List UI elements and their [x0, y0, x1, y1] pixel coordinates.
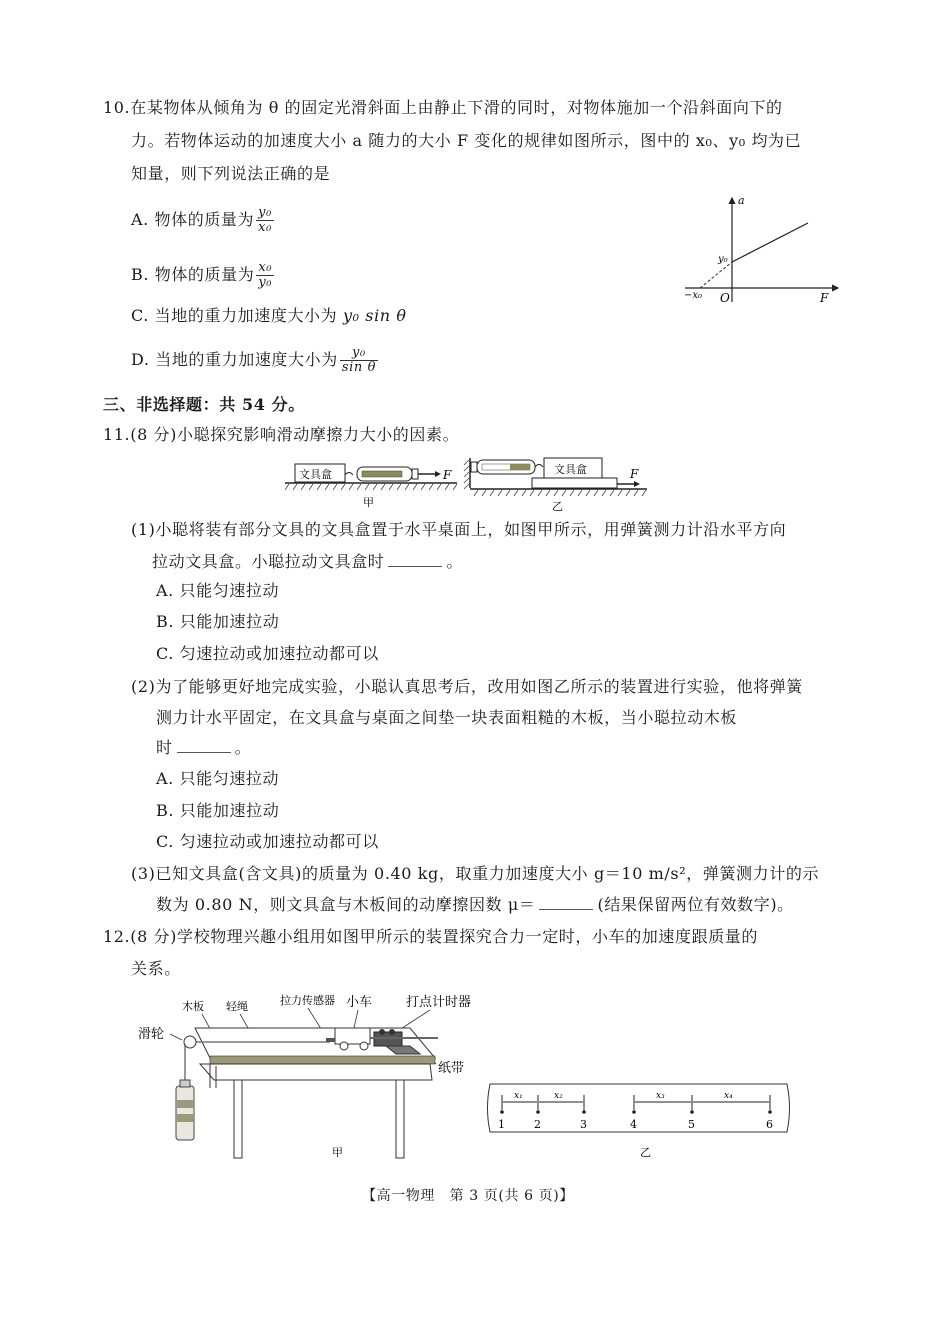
- q11-part1-line2: 拉动文具盒。小聪拉动文具盒时 。: [152, 552, 464, 571]
- label-cart: 小车: [346, 995, 373, 1010]
- label-rope: 轻绳: [226, 1000, 248, 1013]
- origin-label: O: [720, 291, 730, 305]
- q11-part2-option-b: B. 只能加速拉动: [156, 801, 280, 820]
- q10-number: 10.: [103, 98, 131, 117]
- q11-part1-option-a: A. 只能匀速拉动: [156, 581, 280, 600]
- figure-jia-cart-apparatus: [130, 988, 490, 1163]
- a-vs-f-graph: [680, 190, 850, 305]
- q10-option-d: D. 当地的重力加速度大小为 $\frac{\text{y₀}}{\text{sin θ}}$: [131, 345, 377, 375]
- svg-text:6: 6: [766, 1118, 773, 1131]
- figure-jia-spring-scale: [285, 458, 460, 513]
- label-board: 木板: [182, 1000, 204, 1013]
- q11-part2-line1: (2)为了能够更好地完成实验，小聪认真思考后，改用如图乙所示的装置进行实验，他将弹簧: [131, 677, 803, 696]
- q12-stem-line2: 关系。: [131, 959, 181, 978]
- svg-text:3: 3: [580, 1118, 587, 1131]
- q11-stem: 11.(8 分)小聪探究影响滑动摩擦力大小的因素。: [103, 425, 460, 444]
- label-tape: 纸带: [438, 1061, 465, 1076]
- q10-option-c: C. 当地的重力加速度大小为 y₀ sin θ: [131, 306, 407, 325]
- figure-yi-paper-tape: [482, 1080, 812, 1162]
- q11-part1-option-c: C. 匀速拉动或加速拉动都可以: [156, 644, 379, 663]
- box-label: 文具盒: [299, 468, 332, 481]
- section3-title: 三、非选择题：共 54 分。: [103, 395, 305, 414]
- q10-option-b: B. 物体的质量为 $\frac{\text{x₀}}{\text{y₀}}$: [131, 260, 273, 290]
- q12-stem-line1: 12.(8 分)学校物理兴趣小组用如图甲所示的装置探究合力一定时，小车的加速度跟质量的: [103, 927, 759, 946]
- svg-text:5: 5: [688, 1118, 695, 1131]
- svg-text:F: F: [630, 467, 639, 481]
- svg-text:x₁: x₁: [514, 1091, 523, 1101]
- svg-text:2: 2: [534, 1118, 541, 1131]
- y-axis-label: a: [738, 194, 745, 207]
- x-axis-label: F: [820, 291, 829, 305]
- svg-text:文具盒: 文具盒: [554, 463, 587, 476]
- answer-blank[interactable]: [388, 552, 442, 567]
- svg-text:4: 4: [630, 1118, 637, 1131]
- fraction: $\frac{\text{y₀}}{\text{x₀}}$: [258, 205, 272, 235]
- y0-label: y₀: [718, 254, 728, 265]
- data-line: [732, 223, 808, 262]
- label-timer: 打点计时器: [406, 995, 472, 1010]
- q10-stem-line3: 知量，则下列说法正确的是: [131, 164, 331, 183]
- neg-x0-label: −x₀: [684, 290, 703, 301]
- extrapolated-line: [700, 262, 732, 288]
- q10-stem-line2: 力。若物体运动的加速度大小 a 随力的大小 F 变化的规律如图所示，图中的 x₀、y₀ 均为已: [131, 131, 802, 150]
- label-pulley: 滑轮: [138, 1027, 165, 1042]
- q11-part2-option-a: A. 只能匀速拉动: [156, 769, 280, 788]
- q11-part2-option-c: C. 匀速拉动或加速拉动都可以: [156, 832, 379, 851]
- q11-part1-option-b: B. 只能加速拉动: [156, 612, 280, 631]
- q11-part1-line1: (1)小聪将装有部分文具的文具盒置于水平桌面上，如图甲所示，用弹簧测力计沿水平方向: [131, 520, 787, 539]
- page-footer: 【高一物理 第 3 页(共 6 页)】: [362, 1188, 574, 1204]
- answer-blank[interactable]: [539, 895, 593, 910]
- label-sensor: 拉力传感器: [280, 994, 335, 1007]
- svg-text:F: F: [443, 468, 452, 482]
- caption-yi: 乙: [640, 1146, 651, 1159]
- q11-part3-line2: 数为 0.80 N，则文具盒与木板间的动摩擦因数 μ＝ (结果保留两位有效数字)。: [156, 895, 794, 914]
- svg-text:x₂: x₂: [554, 1091, 563, 1101]
- q11-part3-line1: (3)已知文具盒(含文具)的质量为 0.40 kg，取重力加速度大小 g＝10 m/s²，弹簧测力计的示: [131, 864, 820, 883]
- fraction: $\frac{\text{y₀}}{\text{sin θ}}$: [341, 345, 377, 375]
- answer-blank[interactable]: [177, 738, 231, 753]
- svg-text:x₄: x₄: [724, 1091, 733, 1101]
- fraction: $\frac{\text{x₀}}{\text{y₀}}$: [258, 260, 273, 290]
- q11-part2-line3: 时 。: [156, 738, 252, 757]
- svg-text:1: 1: [498, 1118, 505, 1131]
- caption-jia: 甲: [363, 496, 374, 509]
- caption-yi: 乙: [552, 500, 563, 513]
- q10-stem-line1: 10.在某物体从倾角为 θ 的固定光滑斜面上由静止下滑的同时，对物体施加一个沿斜面向下的: [103, 98, 783, 117]
- caption-jia: 甲: [332, 1146, 343, 1159]
- q10-option-a: A. 物体的质量为 $\frac{\text{y₀}}{\text{x₀}}$: [131, 205, 272, 235]
- svg-text:x₃: x₃: [656, 1091, 665, 1101]
- q11-part2-line2: 测力计水平固定，在文具盒与桌面之间垫一块表面粗糙的木板，当小聪拉动木板: [156, 708, 738, 727]
- figure-yi-spring-scale: [462, 456, 652, 514]
